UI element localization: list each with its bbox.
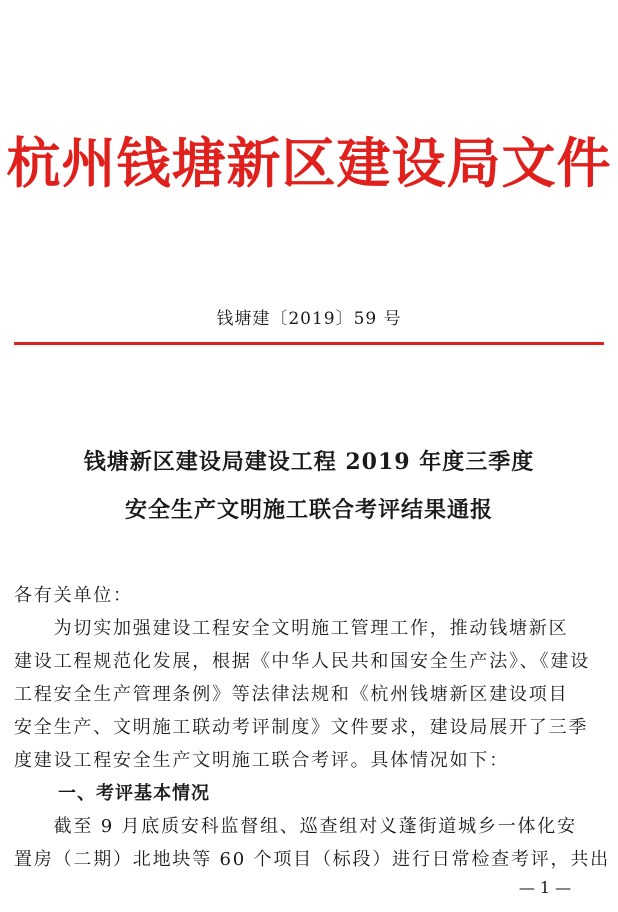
page-number: — 1 —: [518, 878, 572, 897]
paragraph-line: 安全生产、文明施工联动考评制度》文件要求，建设局展开了三季: [14, 717, 589, 738]
paragraph-intro: [14, 612, 606, 777]
red-divider-line: [14, 342, 604, 345]
salutation: 各有关单位：: [14, 585, 133, 606]
paragraph-line: 建设工程规范化发展，根据《中华人民共和国安全生产法》、《建设: [14, 651, 590, 672]
document-title-line-2: 安全生产文明施工联合考评结果通报: [124, 497, 493, 523]
document-title-line-1: 钱塘新区建设局建设工程 2019 年度三季度: [83, 449, 535, 475]
paragraph-line: 为切实加强建设工程安全文明施工管理工作，推动钱塘新区: [14, 618, 569, 639]
paragraph-line: 工程安全生产管理条例》等法律法规和《杭州钱塘新区建设项目: [14, 684, 569, 705]
paragraph-line: 度建设工程安全生产文明施工联合考评。具体情况如下：: [14, 750, 509, 771]
paragraph-line: 置房（二期）北地块等 60 个项目（标段）进行日常检查考评，共出: [14, 849, 610, 870]
paragraph-line: 截至 9 月底质安科监督组、巡查组对义蓬街道城乡一体化安: [14, 816, 577, 837]
paragraph-section-1: [14, 810, 610, 876]
document-number: 钱塘建〔2019〕59 号: [216, 309, 402, 329]
section-heading: 一、考评基本情况: [58, 783, 210, 804]
document-masthead: 杭州钱塘新区建设局文件: [6, 131, 612, 195]
